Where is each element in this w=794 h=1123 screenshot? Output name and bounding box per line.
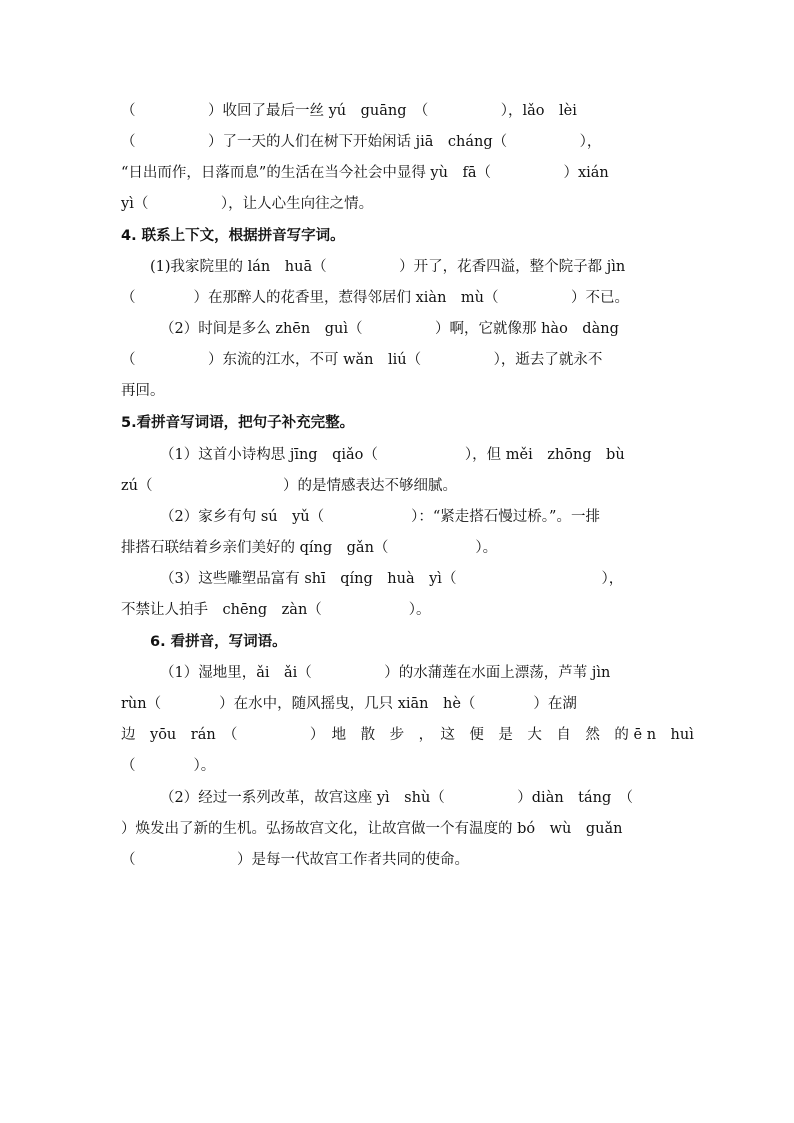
question-5-2-line-1: （2）家乡有句 sú yǔ（ ）：“紧走搭石慢过桥。”。一排 <box>160 509 600 525</box>
question-4-2-line-3: 再回。 <box>121 383 165 399</box>
section-heading-4: 4. 联系上下文，根据拼音写字词。 <box>121 228 345 244</box>
question-6-1-line-2: rùn（ ）在水中，随风摇曳，几只 xiān hè（ ）在湖 <box>121 696 577 712</box>
question-5-3-line-2: 不禁让人拍手 chēng zàn（ ）。 <box>121 602 431 618</box>
paragraph-line-4: yì（ ），让人心生向往之情。 <box>121 196 374 212</box>
paragraph-line-3: “日出而作，日落而息”的生活在当今社会中显得 yù fā（ ）xián <box>121 165 609 181</box>
question-4-2-line-1: （2）时间是多么 zhēn guì（ ）啊，它就像那 hào dàng <box>160 321 619 337</box>
question-6-1-line-3: 边 yōu rán （ ） 地 散 步 ， 这 便 是 大 自 然 的 ē n huì <box>121 727 694 743</box>
question-6-2-line-1: （2）经过一系列改革，故宫这座 yì shù（ ）diàn táng （ <box>160 790 634 806</box>
question-5-3-line-1: （3）这些雕塑品富有 shī qíng huà yì（ ）， <box>160 571 624 587</box>
question-4-2-line-2: （ ）东流的江水，不可 wǎn liú（ ），逝去了就永不 <box>121 352 603 368</box>
question-5-1-line-2: zú（ ）的是情感表达不够细腻。 <box>121 478 457 494</box>
question-6-2-line-2: ）焕发出了新的生机。弘扬故宫文化，让故宫做一个有温度的 bó wù guǎn <box>121 821 623 837</box>
question-6-1-line-1: （1）湿地里，ǎi ǎi（ ）的水蒲莲在水面上漂荡，芦苇 jìn <box>160 665 611 681</box>
question-5-1-line-1: （1）这首小诗构思 jīng qiǎo（ ），但 měi zhōng bù <box>160 447 625 463</box>
question-6-1-line-4: （ ）。 <box>121 758 216 774</box>
paragraph-line-2: （ ）了一天的人们在树下开始闲话 jiā cháng（ ）， <box>121 134 602 150</box>
paragraph-line-1: （ ）收回了最后一丝 yú guāng （ ），lǎo lèi <box>121 103 577 119</box>
question-4-1-line-1: (1)我家院里的 lán huā（ ）开了，花香四溢，整个院子都 jìn <box>150 259 626 275</box>
section-heading-5: 5.看拼音写词语，把句子补充完整。 <box>121 415 355 431</box>
question-4-1-line-2: （ ）在那醉人的花香里，惹得邻居们 xiàn mù（ ）不已。 <box>121 290 629 306</box>
question-5-2-line-2: 排搭石联结着乡亲们美好的 qíng gǎn（ ）。 <box>121 540 498 556</box>
question-6-2-line-3: （ ）是每一代故宫工作者共同的使命。 <box>121 852 469 868</box>
section-heading-6: 6. 看拼音，写词语。 <box>150 634 287 650</box>
